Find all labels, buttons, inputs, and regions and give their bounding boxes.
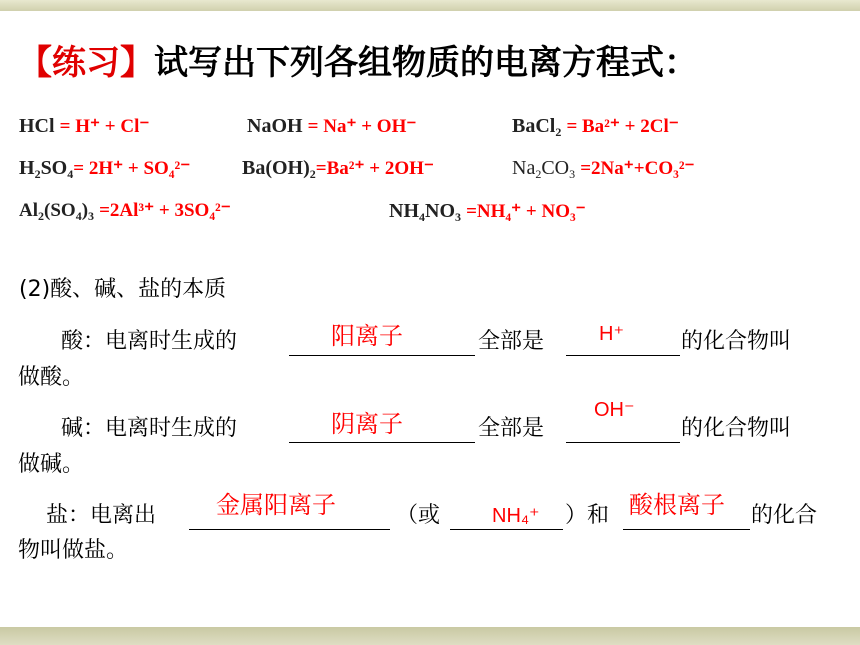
base-answer-1: 阴离子 [331,410,403,438]
top-decor-band [0,0,860,11]
bottom-decor-band [0,627,860,645]
equation-na2co3 [512,158,695,180]
base-suffix: 的化合物叫 [681,416,792,441]
exercise-bracket-label: 【练习】 [18,43,154,83]
ions-naoh: = Na⁺ + OH⁻ [307,116,417,137]
formula-hcl: HCl [19,115,55,137]
acid-answer-1: 阳离子 [331,322,403,350]
base-prefix: 碱：电离时生成的 [61,416,238,441]
base-answer-2: OH⁻ [594,399,635,421]
salt-answer-3: 酸根离子 [629,491,725,519]
acid-blank-1 [289,355,475,356]
equation-bacl2 [512,116,679,138]
salt-suffix: 的化合 [751,503,818,528]
salt-blank-1 [189,529,390,530]
acid-mid: 全部是 [478,329,545,354]
salt-answer-2: NH₄⁺ [492,505,540,527]
ions-h2so4: = 2H⁺ + SO₄²⁻ [73,158,191,179]
salt-prefix: 盐：电离出 [46,503,157,528]
equation-h2so4 [19,158,190,180]
acid-answer-2: H⁺ [599,323,624,345]
equation-hcl [19,116,149,136]
base-line-2: 做碱。 [18,452,85,477]
exercise-instruction: 试写出下列各组物质的电离方程式： [154,43,698,83]
formula-h2so4: $H_2SO_4$ [19,157,74,181]
exercise-title [18,43,698,83]
ions-bacl2: = Ba²⁺ + 2Cl⁻ [566,116,679,137]
ions-baoh2: =Ba²⁺ + 2OH⁻ [315,158,434,179]
base-blank-1 [289,442,475,443]
ions-al2so43: =2Al³⁺ + 3SO₄²⁻ [99,200,231,221]
formula-nh4no3: $NH_4NO_3$ [389,200,461,224]
salt-mid-1: （或 [396,503,441,528]
formula-bacl2: BaCl$_2$ [512,115,562,139]
salt-answer-1: 金属阳离子 [216,491,336,519]
acid-blank-2 [566,355,680,356]
equation-baoh2 [242,158,434,180]
section-heading: (2)酸、碱、盐的本质 [19,277,227,302]
acid-line-2: 做酸。 [18,365,85,390]
base-blank-2 [566,442,680,443]
formula-na2co3: $Na_2CO_3$ [512,157,576,181]
salt-mid-2: ）和 [565,503,610,528]
salt-blank-2 [450,529,563,530]
base-mid: 全部是 [478,416,545,441]
ions-nh4no3: =NH₄⁺ + NO₃⁻ [466,201,586,222]
acid-suffix: 的化合物叫 [681,329,792,354]
ions-na2co3: =2Na⁺+CO₃²⁻ [580,158,695,179]
formula-al2so43: $Al_2(SO_4)_3$ [19,200,95,223]
equation-nh4no3 [389,201,586,223]
salt-line-2: 物叫做盐。 [18,538,129,563]
ions-hcl: = H⁺ + Cl⁻ [59,116,150,137]
salt-blank-3 [623,529,750,530]
formula-naoh: NaOH [247,115,303,137]
equation-naoh [247,116,416,136]
equation-al2so43 [19,201,231,222]
acid-prefix: 酸：电离时生成的 [61,329,238,354]
formula-baoh2: $Ba(OH)_2$ [242,157,316,181]
